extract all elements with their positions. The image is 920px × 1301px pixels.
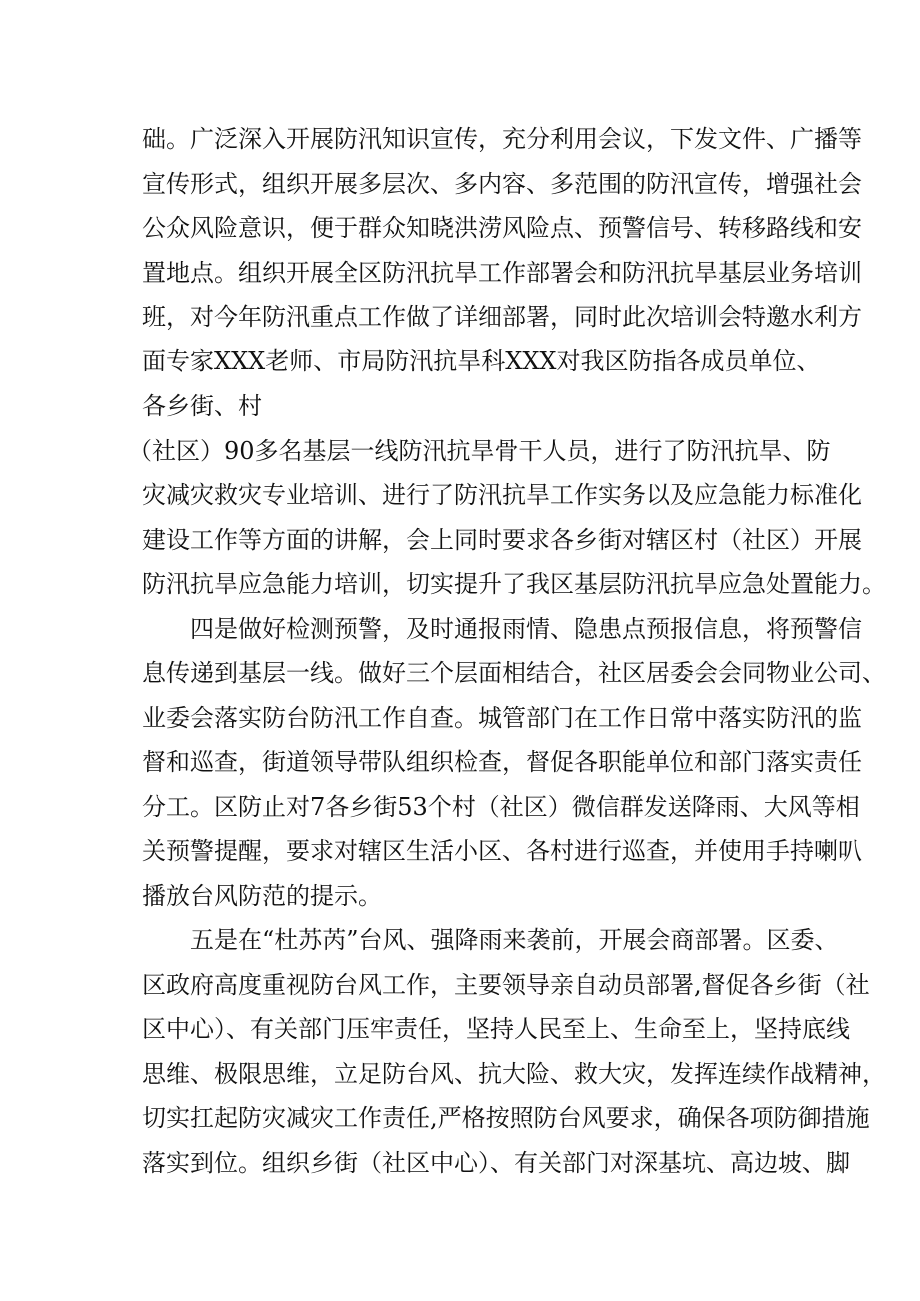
text-line: 建设工作等方面的讲解，会上同时要求各乡街对辖区村（社区）开展 (142, 526, 862, 554)
paragraph-start-line: 四是做好检测预警，及时通报雨情、隐患点预报信息，将预警信 (190, 615, 862, 643)
text-line: 业委会落实防台防汛工作自查。城管部门在工作日常中落实防汛的监 (142, 704, 862, 732)
text-line: 播放台风防范的提示。 (142, 882, 382, 910)
paragraph-start-line: 五是在“杜苏芮”台风、强降雨来袭前，开展会商部署。区委、 (190, 926, 839, 954)
text-line: 面专家XXX老师、市局防汛抗旱科XXX对我区防指各成员单位、 (142, 347, 821, 375)
text-line: 公众风险意识，便于群众知晓洪涝风险点、预警信号、转移路线和安 (142, 214, 862, 242)
text-line: 班，对今年防汛重点工作做了详细部署，同时此次培训会特邀水利方 (142, 303, 862, 331)
text-line: 宣传形式，组织开展多层次、多内容、多范围的防汛宣传，增强社会 (142, 170, 862, 198)
text-line: 灾减灾救灾专业培训、进行了防汛抗旱工作实务以及应急能力标准化 (142, 481, 862, 509)
text-line: 息传递到基层一线。做好三个层面相结合，社区居委会会同物业公司、 (142, 659, 886, 687)
text-line: （社区）90多名基层一线防汛抗旱骨干人员，进行了防汛抗旱、防 (128, 437, 831, 465)
text-line: 切实扛起防灾减灾工作责任,严格按照防台风要求，确保各项防御措施 (142, 1104, 870, 1132)
text-line: 础。广泛深入开展防汛知识宣传，充分利用会议，下发文件、广播等 (142, 125, 862, 153)
text-line: 督和巡查，街道领导带队组织检查，督促各职能单位和部门落实责任 (142, 748, 862, 776)
text-line: 关预警提醒，要求对辖区生活小区、各村进行巡查，并使用手持喇叭 (142, 837, 862, 865)
text-line: 区政府高度重视防台风工作，主要领导亲自动员部署,督促各乡街（社 (142, 971, 870, 999)
text-line: 各乡街、村 (142, 392, 262, 420)
text-line: 分工。区防止对7各乡街53个村（社区）微信群发送降雨、大风等相 (142, 793, 860, 821)
text-line: 防汛抗旱应急能力培训，切实提升了我区基层防汛抗旱应急处置能力。 (142, 570, 886, 598)
text-line: 区中心）、有关部门压牢责任，坚持人民至上、生命至上，坚持底线 (142, 1015, 850, 1043)
text-line: 置地点。组织开展全区防汛抗旱工作部署会和防汛抗旱基层业务培训 (142, 259, 862, 287)
text-line: 落实到位。组织乡街（社区中心）、有关部门对深基坑、高边坡、脚 (142, 1149, 850, 1177)
text-line: 思维、极限思维，立足防台风、抗大险、救大灾，发挥连续作战精神， (142, 1060, 886, 1088)
